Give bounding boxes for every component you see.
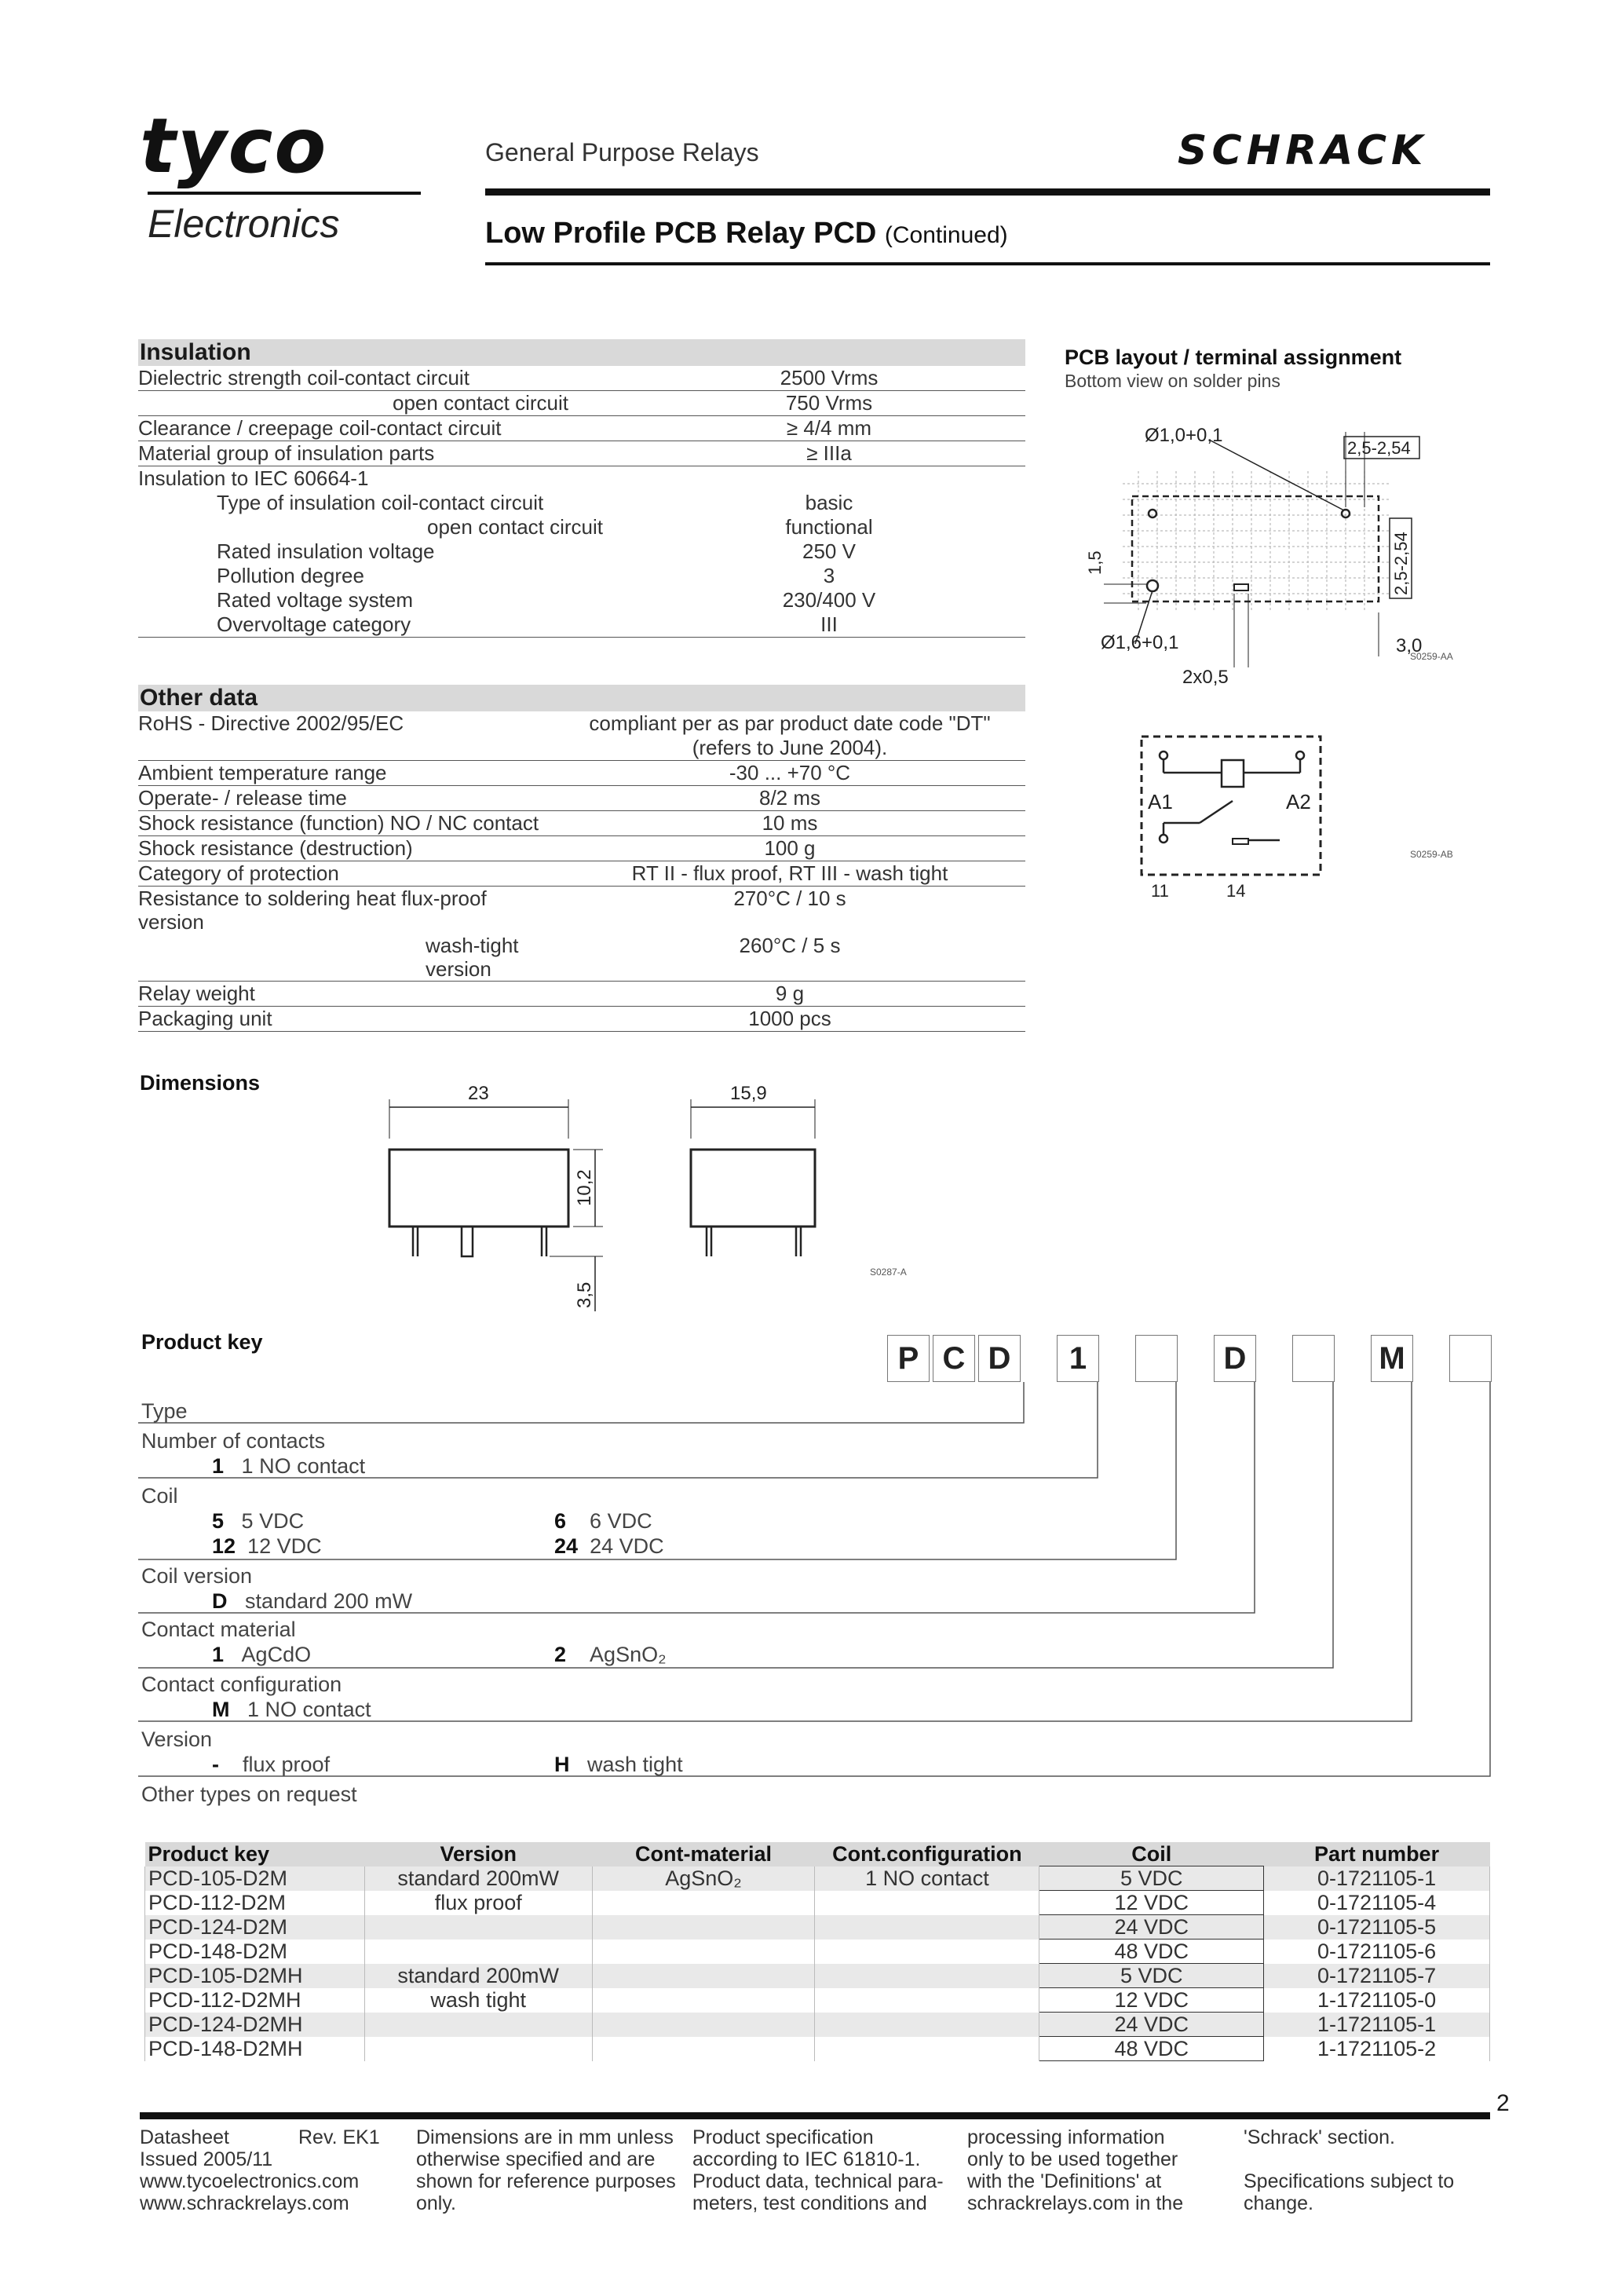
spec-label: Operate- / release time — [138, 786, 554, 811]
terminal-a1-label: A1 — [1148, 790, 1173, 813]
pk-type: Type — [141, 1399, 188, 1423]
spec-label: open contact circuit — [427, 515, 604, 539]
cell-part-number: 1-1721105-1 — [1264, 2013, 1490, 2037]
cell-product-key: PCD-148-D2M — [145, 1940, 365, 1964]
schrack-logo: SCHRACK — [1178, 127, 1428, 174]
footer-col-issue: Datasheet Issued 2005/11 www.tycoelectronics.com www.schrackrelays.com — [140, 2126, 360, 2214]
insulation-table — [138, 366, 1025, 638]
spec-value: compliant per as par product date code "DT" — [589, 711, 991, 735]
spec-value: 260°C / 5 s — [554, 934, 1025, 982]
pk-number-of-contacts: Number of contacts — [141, 1429, 326, 1453]
table-row — [138, 811, 1025, 836]
cell-product-key: PCD-112-D2M — [145, 1891, 365, 1915]
cell-product-key: PCD-148-D2MH — [145, 2037, 365, 2061]
table-row — [138, 1007, 1025, 1032]
table-row — [145, 1988, 1490, 2013]
cell-part-number: 1-1721105-0 — [1264, 1988, 1490, 2013]
cell-config: 1 NO contact — [815, 1866, 1039, 1891]
key-box-coil-version: D — [1214, 1335, 1256, 1382]
cell-coil: 48 VDC — [1039, 1940, 1264, 1964]
spec-label: open contact circuit — [138, 391, 633, 416]
table-row — [145, 1940, 1490, 1964]
key-box-c: C — [933, 1335, 975, 1382]
other-data-heading: Other data — [138, 685, 1025, 711]
table-row — [138, 466, 1025, 492]
cell-coil: 5 VDC — [1039, 1866, 1264, 1891]
table-row — [145, 1915, 1490, 1940]
footer-rule — [140, 2112, 1490, 2119]
page-title — [485, 217, 1008, 250]
pk-coil: Coil — [141, 1484, 178, 1508]
title-suffix: (Continued) — [884, 222, 1008, 248]
cell-part-number: 0-1721105-7 — [1264, 1964, 1490, 1988]
dim-width-label: 23 — [468, 1083, 489, 1104]
table-row — [138, 491, 1025, 515]
key-box-material — [1292, 1335, 1335, 1382]
spec-value — [633, 466, 1025, 492]
pcb-code-aa: S0259-AA — [1410, 651, 1453, 662]
footer-col-processing: processing information only to be used together with the 'Definitions' at schrackrelays.com in the — [967, 2126, 1184, 2214]
spec-label: Rated voltage system — [217, 588, 414, 612]
spec-value: basic — [805, 491, 853, 514]
cell-version: flux proof — [364, 1891, 592, 1915]
cell-config — [815, 2037, 1039, 2061]
table-row — [145, 2013, 1490, 2037]
table-row — [138, 391, 1025, 416]
spec-label: Resistance to soldering heat flux-proof version — [138, 887, 487, 934]
product-key-title: Product key — [141, 1330, 263, 1354]
cell-version: standard 200mW — [364, 1866, 592, 1891]
other-data-section — [138, 685, 1025, 1032]
page-number: 2 — [1496, 2090, 1510, 2116]
th-part-number: Part number — [1264, 1842, 1490, 1866]
pcb-dim-30-label: 3,0 — [1396, 635, 1423, 656]
table-row — [138, 736, 1025, 761]
cell-version: wash tight — [364, 1988, 592, 2013]
cell-part-number: 0-1721105-6 — [1264, 1940, 1490, 1964]
cell-product-key: PCD-124-D2M — [145, 1915, 365, 1940]
logo-divider — [148, 192, 421, 195]
table-row — [145, 1866, 1490, 1891]
cell-coil: 24 VDC — [1039, 2013, 1264, 2037]
key-box-d: D — [978, 1335, 1021, 1382]
cell-material — [592, 1988, 815, 2013]
spec-label: Dielectric strength coil-contact circuit — [138, 366, 633, 391]
table-row — [145, 1891, 1490, 1915]
spec-value: 750 Vrms — [633, 391, 1025, 416]
cell-coil: 48 VDC — [1039, 2037, 1264, 2061]
spec-value: 10 ms — [554, 811, 1025, 836]
pk-version-option-wash: H wash tight — [554, 1753, 683, 1776]
th-cont-configuration: Cont.configuration — [815, 1842, 1039, 1866]
spec-label: Shock resistance (function) NO / NC contact — [138, 811, 554, 836]
key-box-coil — [1135, 1335, 1178, 1382]
table-row — [138, 441, 1025, 466]
cell-material — [592, 1940, 815, 1964]
spec-value: 230/400 V — [782, 588, 876, 612]
cell-material — [592, 2013, 815, 2037]
pcb-hole-d1-label: Ø1,0+0,1 — [1145, 425, 1223, 446]
pcb-pitch-right-label: 2,5-2,54 — [1391, 532, 1411, 595]
cell-material: AgSnO₂ — [592, 1866, 815, 1891]
cell-part-number: 0-1721105-4 — [1264, 1891, 1490, 1915]
spec-label: Shock resistance (destruction) — [138, 836, 554, 861]
table-row — [138, 539, 1025, 564]
table-row — [138, 887, 1025, 934]
cell-material — [592, 2037, 815, 2061]
terminal-11-label: 11 — [1151, 881, 1169, 901]
table-row — [138, 588, 1025, 612]
spec-label: Relay weight — [138, 982, 554, 1007]
table-row — [138, 612, 1025, 638]
spec-label: Pollution degree — [217, 564, 364, 587]
dimensions-title: Dimensions — [140, 1071, 261, 1095]
th-version: Version — [364, 1842, 592, 1866]
cell-config — [815, 1964, 1039, 1988]
pk-contacts-option: 1 1 NO contact — [212, 1454, 366, 1478]
cell-config — [815, 2013, 1039, 2037]
spec-value: 270°C / 10 s — [733, 887, 846, 910]
cell-version — [364, 2013, 592, 2037]
spec-value: ≥ 4/4 mm — [633, 416, 1025, 441]
dimensions-drawing — [369, 1076, 934, 1335]
cell-material — [592, 1964, 815, 1988]
spec-value: 100 g — [554, 836, 1025, 861]
category-label: General Purpose Relays — [485, 138, 759, 166]
pk-coil-option-5: 5 5 VDC — [212, 1509, 305, 1533]
footer-revision: Rev. EK1 — [298, 2126, 380, 2148]
cell-material — [592, 1915, 815, 1940]
spec-value: RT II - flux proof, RT III - wash tight — [554, 861, 1025, 887]
cell-product-key: PCD-105-D2MH — [145, 1964, 365, 1988]
table-row — [138, 564, 1025, 588]
spec-value: 250 V — [802, 539, 856, 563]
electronics-logo-text: Electronics — [148, 202, 340, 246]
spec-value: 8/2 ms — [554, 786, 1025, 811]
pk-contact-material: Contact material — [141, 1618, 296, 1641]
key-box-config: M — [1371, 1335, 1413, 1382]
th-product-key: Product key — [145, 1842, 365, 1866]
cell-coil: 12 VDC — [1039, 1988, 1264, 2013]
table-row — [138, 861, 1025, 887]
cell-product-key: PCD-112-D2MH — [145, 1988, 365, 2013]
spec-value: -30 ... +70 °C — [554, 761, 1025, 786]
table-row — [138, 515, 1025, 539]
spec-label: Clearance / creepage coil-contact circuit — [138, 416, 633, 441]
insulation-section — [138, 339, 1025, 638]
pcb-dim-15-label: 1,5 — [1085, 550, 1105, 575]
spec-label: Overvoltage category — [138, 612, 633, 638]
spec-label — [138, 736, 554, 761]
pk-coil-option-12: 12 12 VDC — [212, 1534, 322, 1558]
table-row — [145, 1964, 1490, 1988]
pk-coil-option-6: 6 6 VDC — [554, 1509, 652, 1533]
pk-config-option: M 1 NO contact — [212, 1698, 371, 1721]
table-row — [138, 982, 1025, 1007]
spec-value: III — [633, 612, 1025, 638]
pk-version: Version — [141, 1727, 213, 1751]
pcb-layout-subtitle: Bottom view on solder pins — [1065, 371, 1280, 391]
spec-value: (refers to June 2004). — [554, 736, 1025, 761]
pcb-layout-title: PCB layout / terminal assignment — [1065, 345, 1402, 369]
key-box-p: P — [887, 1335, 930, 1382]
table-row — [138, 836, 1025, 861]
terminal-schematic — [1107, 722, 1500, 911]
title-rule — [485, 262, 1490, 265]
spec-value: ≥ IIIa — [633, 441, 1025, 466]
th-coil: Coil — [1039, 1842, 1264, 1866]
spec-label: Rated insulation voltage — [217, 539, 435, 563]
key-box-contacts: 1 — [1057, 1335, 1099, 1382]
cell-version — [364, 1940, 592, 1964]
table-row — [138, 711, 1025, 736]
footer-col-schrack: 'Schrack' section. Specifications subject to change. — [1244, 2126, 1455, 2214]
terminal-14-label: 14 — [1226, 881, 1246, 901]
spec-value: 2500 Vrms — [633, 366, 1025, 391]
spec-label: Ambient temperature range — [138, 761, 554, 786]
table-row — [138, 761, 1025, 786]
cell-version — [364, 2037, 592, 2061]
spec-label: Insulation to IEC 60664-1 — [138, 466, 369, 490]
spec-label: Category of protection — [138, 861, 554, 887]
table-row — [145, 2037, 1490, 2061]
pk-coil-version-option: D standard 200 mW — [212, 1589, 413, 1613]
pcb-hole-d2-label: Ø1,6+0,1 — [1101, 632, 1179, 653]
pk-coil-version: Coil version — [141, 1564, 253, 1588]
pcb-layout-diagram — [1060, 408, 1500, 707]
table-row — [138, 416, 1025, 441]
cell-product-key: PCD-105-D2M — [145, 1866, 365, 1891]
footer-col-spec: Product specification according to IEC 61810-1. Product data, technical para- meters, test conditions and — [692, 2126, 944, 2214]
cell-coil: 12 VDC — [1039, 1891, 1264, 1915]
spec-label: Packaging unit — [138, 1007, 554, 1032]
spec-value: 1000 pcs — [554, 1007, 1025, 1032]
footer-col-dimensions: Dimensions are in mm unless otherwise specified and are shown for reference purposes only. — [416, 2126, 676, 2214]
product-key-connectors — [138, 1382, 1496, 1790]
spec-label: RoHS - Directive 2002/95/EC — [138, 711, 404, 735]
cell-config — [815, 1940, 1039, 1964]
spec-label: wash-tight version — [138, 934, 554, 982]
cell-material — [592, 1891, 815, 1915]
table-header-row — [145, 1842, 1490, 1866]
table-row — [138, 786, 1025, 811]
spec-value: functional — [785, 515, 873, 539]
pk-version-option-flux: - flux proof — [212, 1753, 331, 1776]
cell-coil: 24 VDC — [1039, 1915, 1264, 1940]
pk-contact-configuration: Contact configuration — [141, 1673, 342, 1696]
pk-material-option-1: 1 AgCdO — [212, 1643, 312, 1666]
cell-part-number: 0-1721105-1 — [1264, 1866, 1490, 1891]
schematic-code-ab: S0259-AB — [1410, 849, 1453, 860]
cell-part-number: 0-1721105-5 — [1264, 1915, 1490, 1940]
dim-pin-label: 3,5 — [574, 1281, 595, 1308]
spec-label: Material group of insulation parts — [138, 441, 633, 466]
pk-other-types: Other types on request — [141, 1782, 357, 1806]
table-row — [138, 366, 1025, 391]
cell-config — [815, 1988, 1039, 2013]
pk-material-option-2: 2 AgSnO₂ — [554, 1643, 667, 1666]
spec-value: 9 g — [554, 982, 1025, 1007]
pk-coil-option-24: 24 24 VDC — [554, 1534, 664, 1558]
dim-depth-label: 15,9 — [730, 1083, 767, 1104]
title-main: Low Profile PCB Relay PCD — [485, 217, 877, 250]
header-rule — [485, 188, 1490, 196]
other-data-table — [138, 711, 1025, 1032]
cell-config — [815, 1891, 1039, 1915]
th-cont-material: Cont-material — [592, 1842, 815, 1866]
pcb-dim-2x05-label: 2x0,5 — [1182, 667, 1229, 688]
dim-height-label: 10,2 — [574, 1169, 595, 1206]
table-row — [138, 934, 1025, 982]
spec-label: Type of insulation coil-contact circuit — [217, 491, 544, 514]
spec-value: 3 — [823, 564, 835, 587]
pcb-pitch-top-label: 2,5-2,54 — [1347, 438, 1411, 458]
key-box-version — [1449, 1335, 1492, 1382]
tyco-logo: tyco — [140, 102, 328, 190]
cell-version — [364, 1915, 592, 1940]
cell-product-key: PCD-124-D2MH — [145, 2013, 365, 2037]
insulation-heading: Insulation — [138, 339, 1025, 366]
cell-config — [815, 1915, 1039, 1940]
terminal-a2-label: A2 — [1286, 790, 1311, 813]
cell-part-number: 1-1721105-2 — [1264, 2037, 1490, 2061]
part-number-table — [144, 1842, 1490, 2061]
cell-version: standard 200mW — [364, 1964, 592, 1988]
cell-coil: 5 VDC — [1039, 1964, 1264, 1988]
dimensions-code: S0287-A — [870, 1267, 907, 1278]
